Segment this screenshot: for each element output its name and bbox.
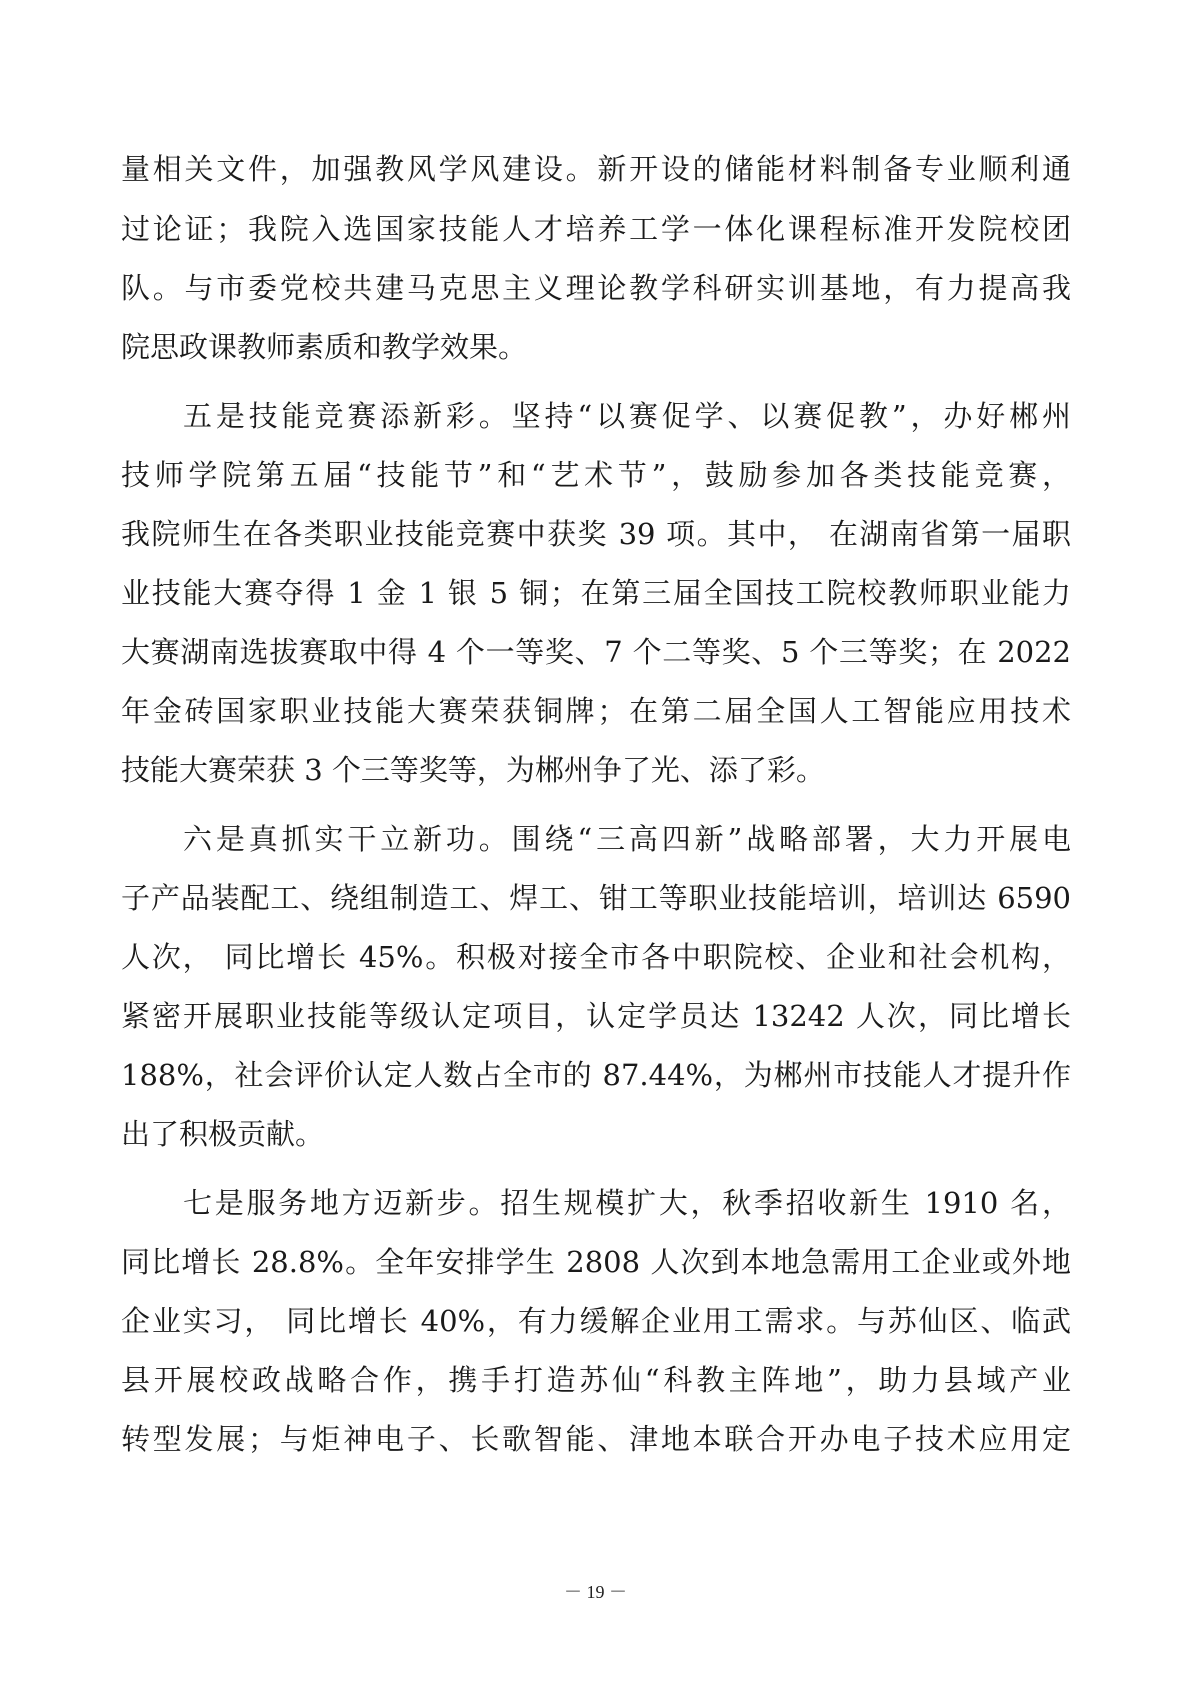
paragraph-2-line-6: 年金砖国家职业技能大赛荣获铜牌；在第二届全国人工智能应用技术 [121,694,1071,728]
paragraph-3-line-3: 人次， 同比增长 45%。积极对接全市各中职院校、企业和社会机构， [121,940,1071,974]
page-number: － 19 － [564,1582,627,1602]
paragraph-4-line-3: 企业实习， 同比增长 40%，有力缓解企业用工需求。与苏仙区、临武 [121,1304,1071,1338]
paragraph-4-line-1: 七是服务地方迈新步。招生规模扩大，秋季招收新生 1910 名， [183,1186,1071,1220]
paragraph-2-line-2: 技师学院第五届“技能节”和“艺术节”，鼓励参加各类技能竞赛， [121,458,1071,492]
paragraph-2-line-7: 技能大赛荣获 3 个三等奖等，为郴州争了光、添了彩。 [121,753,825,787]
paragraph-1-line-3: 队。与市委党校共建马克思主义理论教学科研实训基地，有力提高我 [121,271,1071,305]
paragraph-3-line-2: 子产品装配工、绕组制造工、焊工、钳工等职业技能培训，培训达 6590 [121,881,1071,915]
paragraph-3-line-4: 紧密开展职业技能等级认定项目，认定学员达 13242 人次，同比增长 [121,999,1071,1033]
paragraph-1-line-4: 院思政课教师素质和教学效果。 [121,330,528,364]
paragraph-2-line-4: 业技能大赛夺得 1 金 1 银 5 铜；在第三届全国技工院校教师职业能力 [121,576,1071,610]
paragraph-4-line-5: 转型发展；与炬神电子、长歌智能、津地本联合开办电子技术应用定 [121,1422,1071,1456]
paragraph-2-line-1: 五是技能竞赛添新彩。坚持“以赛促学、以赛促教”，办好郴州 [183,399,1071,433]
paragraph-1-line-2: 过论证；我院入选国家技能人才培养工学一体化课程标准开发院校团 [121,212,1071,246]
paragraph-4-line-4: 县开展校政战略合作，携手打造苏仙“科教主阵地”，助力县域产业 [121,1363,1071,1397]
paragraph-4-line-2: 同比增长 28.8%。全年安排学生 2808 人次到本地急需用工企业或外地 [121,1245,1071,1279]
paragraph-1-line-1: 量相关文件，加强教风学风建设。新开设的储能材料制备专业顺利通 [121,152,1071,186]
paragraph-2-line-3: 我院师生在各类职业技能竞赛中获奖 39 项。其中， 在湖南省第一届职 [121,517,1071,551]
paragraph-3-line-5: 188%，社会评价认定人数占全市的 87.44%，为郴州市技能人才提升作 [121,1058,1071,1092]
paragraph-2-line-5: 大赛湖南选拔赛取中得 4 个一等奖、7 个二等奖、5 个三等奖；在 2022 [121,635,1071,669]
paragraph-3-line-6: 出了积极贡献。 [121,1117,325,1151]
paragraph-3-line-1: 六是真抓实干立新功。围绕“三高四新”战略部署，大力开展电 [183,822,1071,856]
